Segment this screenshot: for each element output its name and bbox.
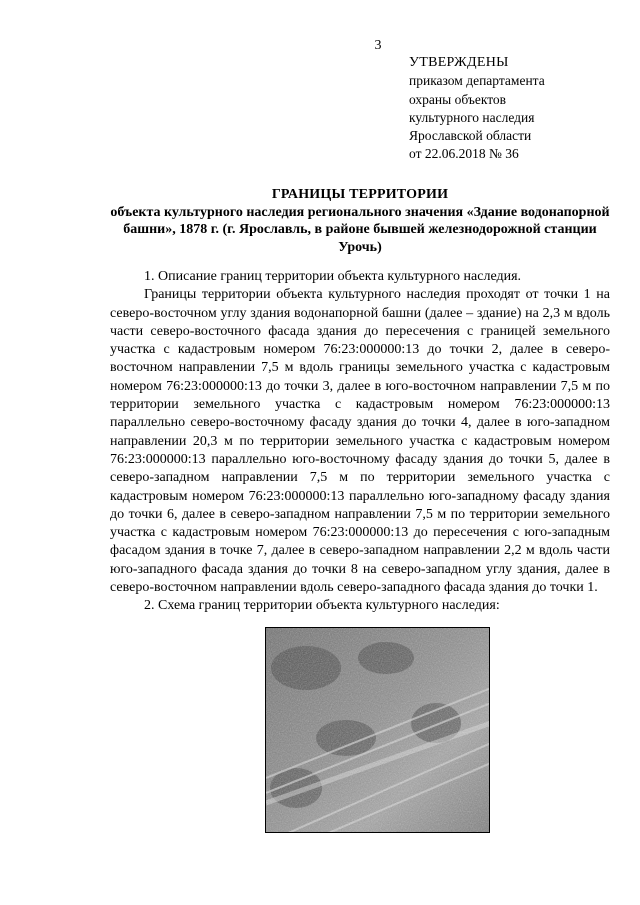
approval-title: УТВЕРЖДЕНЫ [409,55,509,70]
boundary-description-paragraph: Границы территории объекта культурного наследия проходят от точки 1 на северо-восточном углу здания водонапорной башни (далее – здание) на 2,3 м вдоль части северо-восточного фасада здания до пересечения с границей земельного участка с кадастровым номером 76:23:000000:13 до точки 2, далее в северо-восточном направлении 7,5 м вдоль границы земельного участка с кадастровым номером 76:23:000000:13 до точки 3, далее в юго-восточном направлении 7,5 м по территории земельного участка с кадастровым номером 76:23:000000:13 параллельно северо-восточному фасаду здания до точки 4, далее в юго-западном направлении 20,3 м по территории земельного участка с кадастровым номером 76:23:000000:13 параллельно юго-восточному фасаду здания до точки 5, далее в северо-западном направлении 7,5 м по территории земельного участка с кадастровым номером 76:23:000000:13 параллельно юго-западному фасаду здания до точки 6, далее в северо-западном направлении 7,5 м по территории земельного участка с кадастровым номером 76:23:000000:13 до пересечения с юго-западным фасадом здания в точке 7, далее в северо-западном направлении 2,2 м вдоль части юго-западного фасада здания до точки 8 на северо-западном углу здания, далее в северо-восточном направлении вдоль северо-западного фасада здания до точки 1. [110,287,610,596]
approval-stamp-block [409,54,545,164]
approval-line: охраны объектов [409,91,507,107]
approval-line: Ярославской области [409,128,532,144]
approval-line: приказом департамента [409,73,545,89]
section-heading: 1. Описание границ территории объекта культурного наследия. [144,269,522,284]
approval-date-line: от 22.06.2018 № 36 [409,146,519,162]
page-number: 3 [374,38,382,53]
document-subtitle: объекта культурного наследия регионального значения «Здание водонапорной башни», 1878 г. (г. Ярославль, в районе бывшей железнодорожной станции Урочь) [110,204,610,255]
section-heading: 2. Схема границ территории объекта культурного наследия: [144,598,500,614]
document-title: ГРАНИЦЫ ТЕРРИТОРИИ [271,187,449,202]
document-heading [110,186,610,256]
boundary-scheme-aerial-image [265,627,490,833]
document-body [110,268,610,616]
approval-line: культурного наследия [409,109,535,125]
